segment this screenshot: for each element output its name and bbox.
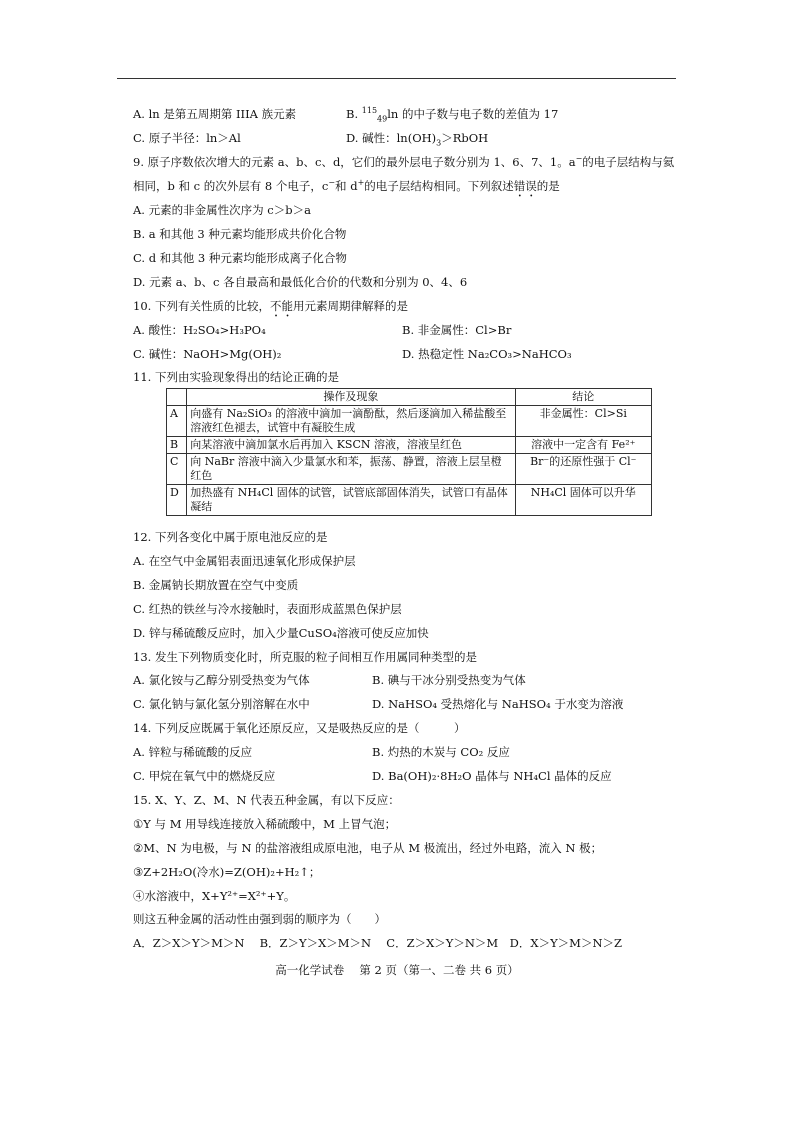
q9-option-c: C. d 和其他 3 种元素均能形成离子化合物 [133,251,347,265]
q14-option-d: D. Ba(OH)₂·8H₂O 晶体与 NH₄Cl 晶体的反应 [372,769,612,783]
q10-stem: 10. 下列有关性质的比较，不能用元素周期律解释的是 [133,299,408,313]
row-label: A [167,406,187,437]
q13-option-c: C. 氯化钠与氯化氢分别溶解在水中 [133,697,310,711]
row-operation: 向 NaBr 溶液中滴入少量氯水和苯，振荡、静置，溶液上层呈橙红色 [187,454,515,485]
q12-stem: 12. 下列各变化中属于原电池反应的是 [133,530,328,544]
q9-stem-line1: 9. 原子序数依次增大的元素 a、b、c、d，它们的最外层电子数分别为 1、6、7、1。a−的电子层结构与氦 [133,154,675,169]
row-conclusion: 溶液中一定含有 Fe²⁺ [515,437,651,454]
header-rule [117,78,676,79]
q13-stem: 13. 发生下列物质变化时，所克服的粒子间相互作用属同种类型的是 [133,650,477,664]
q8-option-c: C. 原子半径：ln＞Al [133,131,241,145]
q14-option-c: C. 甲烷在氧气中的燃烧反应 [133,769,276,783]
table-row [167,485,652,516]
q13-option-b: B. 碘与干冰分别受热变为气体 [372,673,526,687]
table-header-operation: 操作及现象 [187,389,515,406]
experiment-table [166,388,652,516]
q14-option-a: A. 锌粒与稀硫酸的反应 [133,745,253,759]
q10-option-a: A. 酸性：H₂SO₄>H₃PO₄ [133,323,266,337]
q15-reaction-2: ②M、N 为电极，与 N 的盐溶液组成原电池，电子从 M 极流出，经过外电路，流入 N 极； [133,841,603,855]
q14-option-b: B. 灼热的木炭与 CO₂ 反应 [372,745,510,759]
q9-option-b: B. a 和其他 3 种元素均能形成共价化合物 [133,227,347,241]
q15-reaction-4: ④水溶液中，X+Y²⁺=X²⁺+Y。 [133,889,296,903]
q8-option-a: A. ln 是第五周期第 IIIA 族元素 [133,107,297,121]
q12-option-b: B. 金属钠长期放置在空气中变质 [133,578,299,592]
table-row [167,437,652,454]
q8-option-d: D. 碱性：$\ln(OH)_3>RbOH$ [346,131,489,148]
row-operation: 向盛有 Na₂SiO₃ 的溶液中滴加一滴酚酞，然后逐滴加入稀盐酸至溶液红色褪去，试管中有凝胶生成 [187,406,515,437]
q15-options: A．Z＞X＞Y＞M＞N B．Z＞Y＞X＞M＞N C．Z＞X＞Y＞N＞M D．X＞Y＞M＞N＞Z [133,936,623,950]
table-header-row [167,389,652,406]
q9-option-a: A. 元素的非金属性次序为 c＞b＞a [133,203,311,217]
q14-stem: 14. 下列反应既属于氧化还原反应，又是吸热反应的是（ ） [133,721,466,735]
table-row [167,406,652,437]
q12-option-c: C. 红热的铁丝与冷水接触时，表面形成蓝黑色保护层 [133,602,402,616]
row-conclusion: NH₄Cl 固体可以升华 [515,485,651,516]
q13-option-a: A. 氯化铵与乙醇分别受热变为气体 [133,673,310,687]
row-operation: 加热盛有 NH₄Cl 固体的试管，试管底部固体消失，试管口有晶体凝结 [187,485,515,516]
table-header-label [167,389,187,406]
q15-reaction-3: ③Z+2H₂O(冷水)=Z(OH)₂+H₂↑； [133,865,321,879]
row-conclusion: Br⁻的还原性强于 Cl⁻ [515,454,651,485]
q15-stem: 15. X、Y、Z、M、N 代表五种金属，有以下反应： [133,793,400,807]
q9-option-d: D. 元素 a、b、c 各自最高和最低化合价的代数和分别为 0、4、6 [133,275,468,289]
row-conclusion: 非金属性：Cl>Si [515,406,651,437]
q9-stem-line2: 相同，b 和 c 的次外层有 8 个电子，c−和 d+的电子层结构相同。下列叙述错误的是 [133,178,560,193]
q8-option-b: B. $^{115}_{49}$ln 的中子数与电子数的差值为 17 [346,106,559,124]
q10-option-c: C. 碱性：NaOH>Mg(OH)₂ [133,347,282,361]
emphasis-mark: 不能 [269,299,293,313]
table-row [167,454,652,485]
q15-reaction-1: ①Y 与 M 用导线连接放入稀硫酸中，M 上冒气泡； [133,817,397,831]
q12-option-d: D. 锌与稀硫酸反应时，加入少量CuSO₄溶液可使反应加快 [133,626,429,640]
q13-option-d: D. NaHSO₄ 受热熔化与 NaHSO₄ 于水变为溶液 [372,697,624,711]
row-label: C [167,454,187,485]
q10-option-d: D. 热稳定性 Na₂CO₃>NaHCO₃ [402,347,572,361]
q12-option-a: A. 在空气中金属铝表面迅速氧化形成保护层 [133,554,356,568]
page-footer: 高一化学试卷 第 2 页（第一、二卷 共 6 页） [275,963,519,977]
row-label: D [167,485,187,516]
row-label: B [167,437,187,454]
q10-option-b: B. 非金属性：Cl>Br [402,323,512,337]
table-header-conclusion: 结论 [515,389,651,406]
q15-question: 则这五种金属的活动性由强到弱的顺序为（ ） [133,912,386,926]
emphasis-mark: 错误 [513,179,537,193]
q11-stem: 11. 下列由实验现象得出的结论正确的是 [133,370,339,384]
row-operation: 向某溶液中滴加氯水后再加入 KSCN 溶液，溶液呈红色 [187,437,515,454]
